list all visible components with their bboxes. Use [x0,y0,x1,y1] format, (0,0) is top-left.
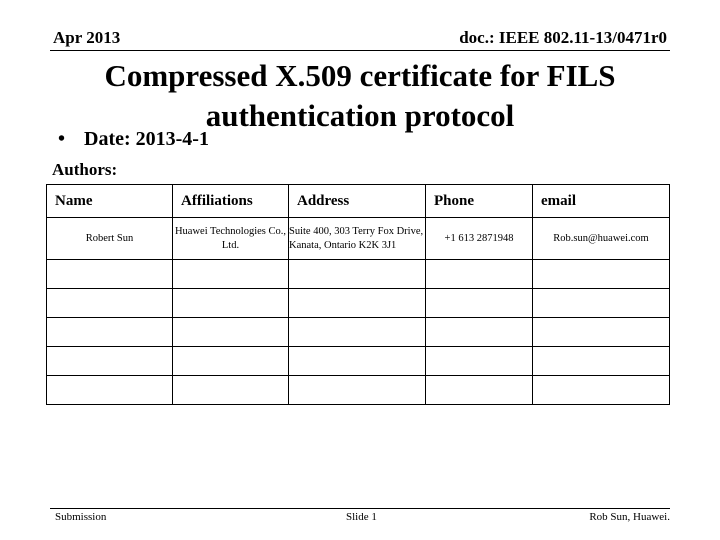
table-row [47,289,670,318]
table-row [47,376,670,405]
cell-name: Robert Sun [47,218,173,260]
empty-cell [426,376,533,405]
footer-divider [50,508,670,509]
empty-cell [289,318,426,347]
empty-cell [173,376,289,405]
empty-cell [533,318,670,347]
empty-cell [47,318,173,347]
empty-cell [533,376,670,405]
cell-phone: +1 613 2871948 [426,218,533,260]
table-row [47,347,670,376]
bullet-dot: • [58,128,66,150]
footer-submission: Submission [55,511,107,523]
table-row [47,260,670,289]
empty-cell [426,347,533,376]
empty-cell [533,289,670,318]
footer-slide-number: Slide 1 [346,511,377,523]
empty-cell [426,289,533,318]
column-header-affiliations: Affiliations [173,185,289,218]
header-divider [50,50,670,51]
column-header-email: email [533,185,670,218]
date-bullet [58,128,209,151]
empty-cell [533,347,670,376]
empty-cell [173,289,289,318]
empty-cell [173,347,289,376]
empty-cell [47,289,173,318]
table-row [47,218,670,260]
authors-table [46,184,670,405]
empty-cell [47,260,173,289]
cell-address: Suite 400, 303 Terry Fox Drive, Kanata, Ontario K2K 3J1 [289,218,426,260]
table-header-row [47,185,670,218]
slide-title-line-2: authentication protocol [205,98,515,133]
header-date: Apr 2013 [53,28,121,47]
empty-cell [289,347,426,376]
empty-cell [47,376,173,405]
footer-author: Rob Sun, Huawei. [589,511,670,523]
empty-cell [289,376,426,405]
empty-cell [173,260,289,289]
table-row [47,318,670,347]
date-text: Date: 2013-4-1 [84,128,209,150]
empty-cell [426,260,533,289]
empty-cell [533,260,670,289]
column-header-phone: Phone [426,185,533,218]
cell-affiliations: Huawei Technologies Co., Ltd. [173,218,289,260]
empty-cell [426,318,533,347]
column-header-address: Address [289,185,426,218]
header-doc-number: doc.: IEEE 802.11-13/0471r0 [459,28,667,47]
authors-label: Authors: [52,160,118,179]
empty-cell [173,318,289,347]
empty-cell [289,260,426,289]
cell-email: Rob.sun@huawei.com [533,218,670,260]
column-header-name: Name [47,185,173,218]
empty-cell [289,289,426,318]
slide-title-line-1: Compressed X.509 certificate for FILS [104,58,616,93]
empty-cell [47,347,173,376]
slide-title [50,56,670,136]
